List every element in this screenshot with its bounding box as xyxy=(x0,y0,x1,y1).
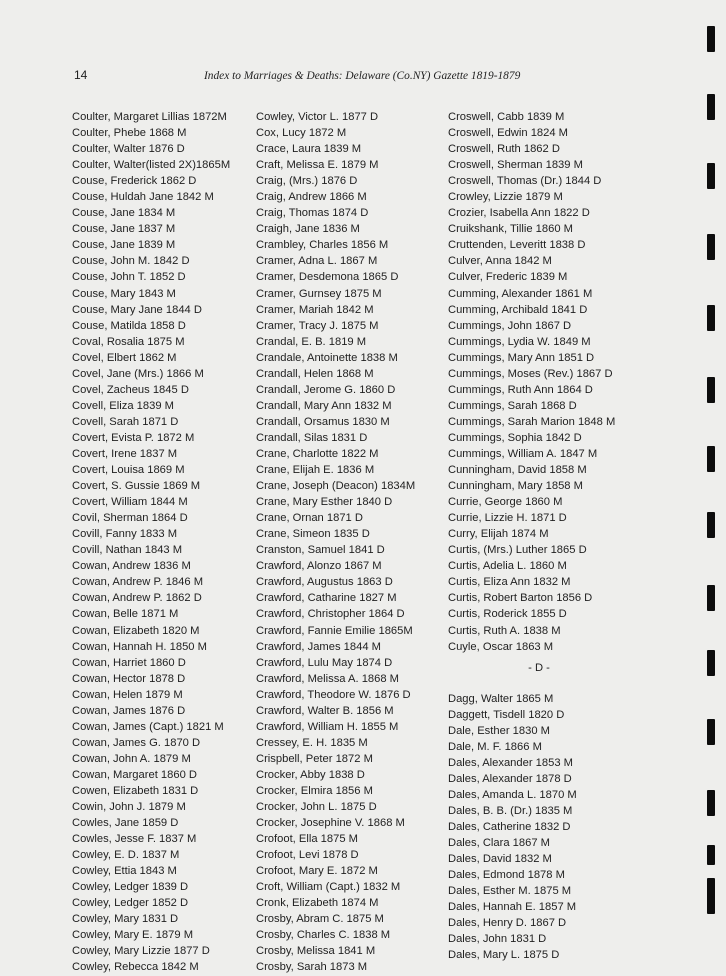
index-entry: Dagg, Walter 1865 M xyxy=(448,692,554,705)
index-entry: Craig, Thomas 1874 D xyxy=(256,207,369,220)
binding-mark xyxy=(707,790,715,816)
index-entry: Dales, Alexander 1853 M xyxy=(448,756,574,769)
index-entry: Dales, Mary L. 1875 D xyxy=(448,949,560,962)
index-entry: Culver, Frederic 1839 M xyxy=(448,271,568,284)
index-entry: Crocker, Elmira 1856 M xyxy=(256,784,373,797)
index-entry: Cumming, Alexander 1861 M xyxy=(448,287,593,300)
binding-mark xyxy=(707,377,715,403)
index-entry: Coulter, Walter(listed 2X)1865M xyxy=(72,159,231,172)
index-entry: Crowley, Lizzie 1879 M xyxy=(448,191,563,204)
index-entry: Crawford, Walter B. 1856 M xyxy=(256,704,394,717)
index-entry: Cowan, James 1876 D xyxy=(72,704,186,717)
index-entry: Cunningham, David 1858 M xyxy=(448,464,587,477)
index-entry: Crandall, Orsamus 1830 M xyxy=(256,415,390,428)
index-entry: Crawford, William H. 1855 M xyxy=(256,720,399,733)
index-entry: Dales, Henry D. 1867 D xyxy=(448,917,567,930)
index-entry: Covert, Louisa 1869 M xyxy=(72,464,185,477)
index-entry: Curtis, Adelia L. 1860 M xyxy=(448,560,567,573)
index-entry: Crawford, Augustus 1863 D xyxy=(256,576,393,589)
index-entry: Cramer, Gurnsey 1875 M xyxy=(256,287,382,300)
index-entry: Dales, Hannah E. 1857 M xyxy=(448,901,577,914)
index-entry: Currie, George 1860 M xyxy=(448,496,563,509)
index-entry: Curtis, Robert Barton 1856 D xyxy=(448,592,593,605)
index-entry: Covert, William 1844 M xyxy=(72,496,188,509)
index-entry: Cuyle, Oscar 1863 M xyxy=(448,640,554,653)
index-entry: Curtis, Eliza Ann 1832 M xyxy=(448,576,571,589)
index-entry: Cummings, John 1867 D xyxy=(448,319,572,332)
index-entry: Dales, Catherine 1832 D xyxy=(448,820,571,833)
index-entry: Cummings, Sarah Marion 1848 M xyxy=(448,415,616,428)
index-entry: Couse, Frederick 1862 D xyxy=(72,175,197,188)
index-entry: Cowley, Victor L. 1877 D xyxy=(256,111,379,123)
index-entry: Crandall, Silas 1831 D xyxy=(256,431,368,444)
index-column-3-bottom xyxy=(448,691,638,964)
index-entry: Crane, Ornan 1871 D xyxy=(256,512,363,525)
index-entry: Dales, Esther M. 1875 M xyxy=(448,885,572,898)
index-entry: Couse, Jane 1834 M xyxy=(72,207,176,220)
index-entry: Cox, Lucy 1872 M xyxy=(256,127,347,140)
index-entry: Cowan, Andrew P. 1846 M xyxy=(72,576,204,589)
index-entry: Covert, S. Gussie 1869 M xyxy=(72,480,201,493)
index-entry: Cramer, Desdemona 1865 D xyxy=(256,271,399,284)
index-entry: Dales, David 1832 M xyxy=(448,853,552,866)
index-entry: Curtis, (Mrs.) Luther 1865 D xyxy=(448,544,587,557)
running-head: Index to Marriages & Deaths: Delaware (Co.NY) Gazette 1819-1879 xyxy=(204,70,521,82)
index-entry: Covill, Fanny 1833 M xyxy=(72,528,178,541)
index-entry: Crambley, Charles 1856 M xyxy=(256,239,389,252)
index-entry: Couse, Huldah Jane 1842 M xyxy=(72,191,214,204)
index-entry: Craigh, Jane 1836 M xyxy=(256,223,360,236)
index-entry: Cummings, William A. 1847 M xyxy=(448,447,598,460)
index-entry: Dale, M. F. 1866 M xyxy=(448,740,542,753)
index-entry: Cramer, Mariah 1842 M xyxy=(256,303,374,316)
index-entry: Coulter, Phebe 1868 M xyxy=(72,127,187,140)
section-heading-d: - D - xyxy=(528,661,550,674)
index-entry: Covel, Zacheus 1845 D xyxy=(72,383,189,396)
index-entry: Covill, Nathan 1843 M xyxy=(72,544,183,557)
binding-mark xyxy=(707,719,715,745)
index-entry: Cowan, James G. 1870 D xyxy=(72,736,201,749)
index-entry: Cowan, Margaret 1860 D xyxy=(72,768,197,781)
index-entry: Couse, Jane 1837 M xyxy=(72,223,176,236)
index-column-3-top xyxy=(448,109,638,655)
index-entry: Covell, Eliza 1839 M xyxy=(72,399,174,412)
index-entry: Covert, Irene 1837 M xyxy=(72,447,178,460)
index-entry: Crosby, Abram C. 1875 M xyxy=(256,913,384,926)
index-entry: Cronk, Elizabeth 1874 M xyxy=(256,897,379,910)
index-entry: Croft, William (Capt.) 1832 M xyxy=(256,881,401,894)
index-column-3 xyxy=(448,109,638,963)
index-entry: Croswell, Ruth 1862 D xyxy=(448,143,560,156)
index-entry: Crane, Mary Esther 1840 D xyxy=(256,496,393,509)
index-entry: Covel, Jane (Mrs.) 1866 M xyxy=(72,367,204,380)
index-entry: Cramer, Tracy J. 1875 M xyxy=(256,319,379,332)
index-entry: Crozier, Isabella Ann 1822 D xyxy=(448,207,590,220)
binding-mark xyxy=(707,878,715,914)
index-entry: Covert, Evista P. 1872 M xyxy=(72,431,195,444)
index-entry: Cowley, Ettia 1843 M xyxy=(72,865,177,878)
binding-mark xyxy=(707,94,715,120)
index-entry: Cramer, Adna L. 1867 M xyxy=(256,255,378,268)
index-entry: Cowles, Jesse F. 1837 M xyxy=(72,833,197,846)
page-number: 14 xyxy=(74,68,88,82)
index-entry: Cowley, Mary Lizzie 1877 D xyxy=(72,945,210,958)
index-entry: Couse, Matilda 1858 D xyxy=(72,319,186,332)
index-entry: Coval, Rosalia 1875 M xyxy=(72,335,185,348)
binding-mark xyxy=(707,585,715,611)
index-entry: Crawford, Christopher 1864 D xyxy=(256,608,405,621)
index-entry: Crandale, Antoinette 1838 M xyxy=(256,351,398,364)
index-column-2 xyxy=(256,109,436,976)
index-entry: Crocker, John L. 1875 D xyxy=(256,801,377,814)
index-entry: Crosby, Melissa 1841 M xyxy=(256,945,376,958)
index-entry: Cowan, Hannah H. 1850 M xyxy=(72,640,207,653)
index-entry: Craig, Andrew 1866 M xyxy=(256,191,367,204)
index-entry: Crispbell, Peter 1872 M xyxy=(256,752,373,765)
index-entry: Crandal, E. B. 1819 M xyxy=(256,335,367,348)
index-entry: Couse, John M. 1842 D xyxy=(72,255,190,268)
index-entry: Cowan, Helen 1879 M xyxy=(72,688,183,701)
index-entry: Cummings, Mary Ann 1851 D xyxy=(448,351,595,364)
index-entry: Cummings, Sarah 1868 D xyxy=(448,399,577,412)
binding-mark xyxy=(707,234,715,260)
index-entry: Crawford, Alonzo 1867 M xyxy=(256,560,382,573)
index-entry: Covell, Sarah 1871 D xyxy=(72,415,179,428)
index-entry: Cowan, Belle 1871 M xyxy=(72,608,179,621)
index-entry: Cummings, Lydia W. 1849 M xyxy=(448,335,591,348)
index-entry: Cummings, Ruth Ann 1864 D xyxy=(448,383,593,396)
index-entry: Coulter, Margaret Lillias 1872M xyxy=(72,111,227,123)
index-entry: Cowles, Jane 1859 D xyxy=(72,817,179,830)
index-entry: Cummings, Sophia 1842 D xyxy=(448,431,582,444)
index-entry: Dales, Clara 1867 M xyxy=(448,837,550,850)
index-entry: Dales, B. B. (Dr.) 1835 M xyxy=(448,804,573,817)
index-entry: Crosby, Sarah 1873 M xyxy=(256,961,368,974)
index-entry: Croswell, Edwin 1824 M xyxy=(448,127,569,140)
index-entry: Crawford, Fannie Emilie 1865M xyxy=(256,624,413,637)
index-entry: Crandall, Mary Ann 1832 M xyxy=(256,399,392,412)
index-entry: Cowan, James (Capt.) 1821 M xyxy=(72,720,224,733)
index-entry: Cowan, Elizabeth 1820 M xyxy=(72,624,200,637)
index-entry: Cowan, Harriet 1860 D xyxy=(72,656,186,669)
binding-mark xyxy=(707,26,715,52)
index-entry: Crace, Laura 1839 M xyxy=(256,143,362,156)
index-entry: Crofoot, Mary E. 1872 M xyxy=(256,865,378,878)
binding-mark xyxy=(707,845,715,865)
index-entry: Currie, Lizzie H. 1871 D xyxy=(448,512,567,525)
index-entry: Craft, Melissa E. 1879 M xyxy=(256,159,379,172)
index-entry: Cummings, Moses (Rev.) 1867 D xyxy=(448,367,613,380)
index-entry: Crandall, Helen 1868 M xyxy=(256,367,374,380)
index-entry: Cowen, Elizabeth 1831 D xyxy=(72,784,199,797)
index-entry: Cranston, Samuel 1841 D xyxy=(256,544,385,557)
index-entry: Cruttenden, Leveritt 1838 D xyxy=(448,239,586,252)
index-entry: Croswell, Cabb 1839 M xyxy=(448,111,565,123)
index-entry: Croswell, Thomas (Dr.) 1844 D xyxy=(448,175,602,188)
index-entry: Crawford, Melissa A. 1868 M xyxy=(256,672,400,685)
index-entry: Crofoot, Ella 1875 M xyxy=(256,833,358,846)
index-entry: Crawford, Catharine 1827 M xyxy=(256,592,397,605)
index-entry: Dale, Esther 1830 M xyxy=(448,724,550,737)
index-entry: Cowan, John A. 1879 M xyxy=(72,752,191,765)
index-entry: Curtis, Roderick 1855 D xyxy=(448,608,567,621)
index-entry: Crawford, Theodore W. 1876 D xyxy=(256,688,411,701)
index-entry: Couse, Jane 1839 M xyxy=(72,239,176,252)
index-entry: Culver, Anna 1842 M xyxy=(448,255,552,268)
index-entry: Curry, Elijah 1874 M xyxy=(448,528,549,541)
index-entry: Crane, Charlotte 1822 M xyxy=(256,447,379,460)
index-entry: Couse, John T. 1852 D xyxy=(72,271,186,284)
index-entry: Curtis, Ruth A. 1838 M xyxy=(448,624,561,637)
index-entry: Cruikshank, Tillie 1860 M xyxy=(448,223,573,236)
index-entry: Cowan, Andrew P. 1862 D xyxy=(72,592,202,605)
index-entry: Cowley, E. D. 1837 M xyxy=(72,849,180,862)
index-entry: Covel, Elbert 1862 M xyxy=(72,351,177,364)
index-entry: Cowley, Rebecca 1842 M xyxy=(72,961,199,974)
index-entry: Covil, Sherman 1864 D xyxy=(72,512,188,525)
index-entry: Dales, John 1831 D xyxy=(448,933,547,946)
binding-mark xyxy=(707,650,715,676)
index-entry: Crocker, Josephine V. 1868 M xyxy=(256,817,405,830)
index-entry: Couse, Mary Jane 1844 D xyxy=(72,303,202,316)
index-entry: Craig, (Mrs.) 1876 D xyxy=(256,175,358,188)
index-column-1 xyxy=(72,109,250,976)
index-entry: Cunningham, Mary 1858 M xyxy=(448,480,583,493)
index-entry: Cowley, Ledger 1852 D xyxy=(72,897,189,910)
index-entry: Cowley, Mary 1831 D xyxy=(72,913,179,926)
index-entry: Cowin, John J. 1879 M xyxy=(72,801,186,814)
index-entry: Crosby, Charles C. 1838 M xyxy=(256,929,391,942)
index-entry: Croswell, Sherman 1839 M xyxy=(448,159,583,172)
index-entry: Crofoot, Levi 1878 D xyxy=(256,849,359,862)
index-entry: Cowley, Ledger 1839 D xyxy=(72,881,189,894)
index-entry: Crawford, Lulu May 1874 D xyxy=(256,656,393,669)
index-entry: Dales, Edmond 1878 M xyxy=(448,869,565,882)
index-entry: Couse, Mary 1843 M xyxy=(72,287,176,300)
binding-mark xyxy=(707,163,715,189)
index-entry: Crawford, James 1844 M xyxy=(256,640,381,653)
index-entry: Cowan, Hector 1878 D xyxy=(72,672,186,685)
index-entry: Dales, Amanda L. 1870 M xyxy=(448,788,577,801)
binding-mark xyxy=(707,512,715,538)
index-entry: Dales, Alexander 1878 D xyxy=(448,772,572,785)
index-entry: Cressey, E. H. 1835 M xyxy=(256,736,368,749)
index-entry: Crane, Elijah E. 1836 M xyxy=(256,464,375,477)
index-entry: Cowan, Andrew 1836 M xyxy=(72,560,191,573)
index-entry: Crane, Joseph (Deacon) 1834M xyxy=(256,480,416,493)
index-entry: Coulter, Walter 1876 D xyxy=(72,143,185,156)
binding-mark xyxy=(707,446,715,472)
index-entry: Crane, Simeon 1835 D xyxy=(256,528,370,541)
index-entry: Daggett, Tisdell 1820 D xyxy=(448,708,565,721)
index-entry: Crocker, Abby 1838 D xyxy=(256,768,365,781)
binding-mark xyxy=(707,305,715,331)
index-entry: Crandall, Jerome G. 1860 D xyxy=(256,383,396,396)
index-entry: Cumming, Archibald 1841 D xyxy=(448,303,588,316)
index-entry: Cowley, Mary E. 1879 M xyxy=(72,929,194,942)
